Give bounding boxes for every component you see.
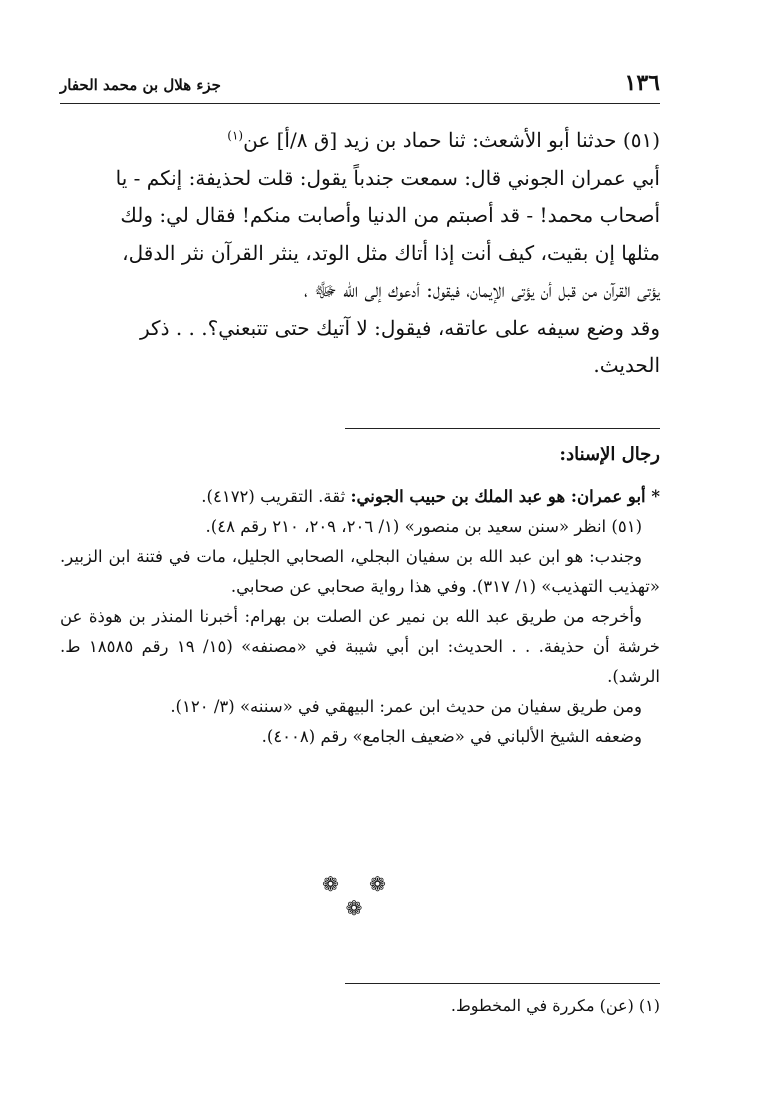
note-paragraph (60, 482, 660, 512)
note-paragraph: وجندب: هو ابن عبد الله بن سفيان البجلي، الصحابي الجليل، مات في فتنة ابن الزبير. «تهذيب التهذيب» (١/ ٣١٧). وفي هذا رواية صحابي عن صحابي. (60, 547, 660, 596)
narrator-grade: ثقة. التقريب (٤١٧٢). (201, 487, 351, 506)
header-rule (60, 103, 660, 104)
page-number: ١٣٦ (624, 70, 660, 96)
footnote: (١) (عن) مكررة في المخطوط. (450, 996, 660, 1015)
isnad-notes (60, 482, 660, 752)
running-title: جزء هلال بن محمد الحفار (60, 76, 221, 94)
narrator-name: * أبو عمران: هو عبد الملك بن حبيب الجوني: (350, 487, 660, 506)
section-title: رجال الإسناد: (559, 444, 660, 465)
hadith-line: الحديث. (593, 353, 660, 377)
footnote-rule (345, 983, 660, 984)
note-paragraph: وضعفه الشيخ الألباني في «ضعيف الجامع» رقم (٤٠٠٨). (261, 727, 642, 746)
hadith-text (60, 122, 660, 385)
hadith-line: أبي عمران الجوني قال: سمعت جندباً يقول: قلت لحذيفة: إنكم - يا (115, 165, 660, 190)
section-divider (345, 428, 660, 429)
note-paragraph: وأخرجه من طريق عبد الله بن نمير عن الصلت بن بهرام: أخبرنا المنذر بن هوذة عن خرشة أن حذيفة. . . الحديث: ابن أبي شيبة في «مصنفه» (١٥/ ١٩ رقم ١٨٥٨٥ ط. الرشد). (60, 607, 661, 686)
hadith-line: يؤتى القرآن من قبل أن يؤتى الإيمان، فيقول: أدعوك إلى الله ﷻ ، (304, 278, 660, 302)
hadith-line: أصحاب محمد! - قد أصبتم من الدنيا وأصابت منكم! فقال لي: ولك (120, 203, 660, 227)
hadith-line: مثلها إن بقيت، كيف أنت إذا أتاك مثل الوتد، ينثر القرآن نثر الدقل، (122, 240, 660, 265)
hadith-line (60, 122, 660, 160)
note-paragraph: (٥١) انظر «سنن سعيد بن منصور» (١/ ٢٠٦، ٢٠٩، ٢١٠ رقم ٤٨). (205, 517, 642, 536)
page-header (60, 70, 660, 100)
hadith-line: وقد وضع سيفه على عاتقه، فيقول: لا آتيك حتى تتبعني؟. . . ذكر (140, 315, 660, 340)
footnote-reference: (١) (227, 128, 244, 143)
note-paragraph: ومن طريق سفيان من حديث ابن عمر: البيهقي في «سننه» (٣/ ١٢٠). (170, 697, 642, 716)
hadith-line-text: (٥١) حدثنا أبو الأشعث: ثنا حماد بن زيد [ق ٨/أ] عن (243, 128, 660, 152)
ornament-divider: ❁ ❁ ❁ (322, 872, 398, 920)
